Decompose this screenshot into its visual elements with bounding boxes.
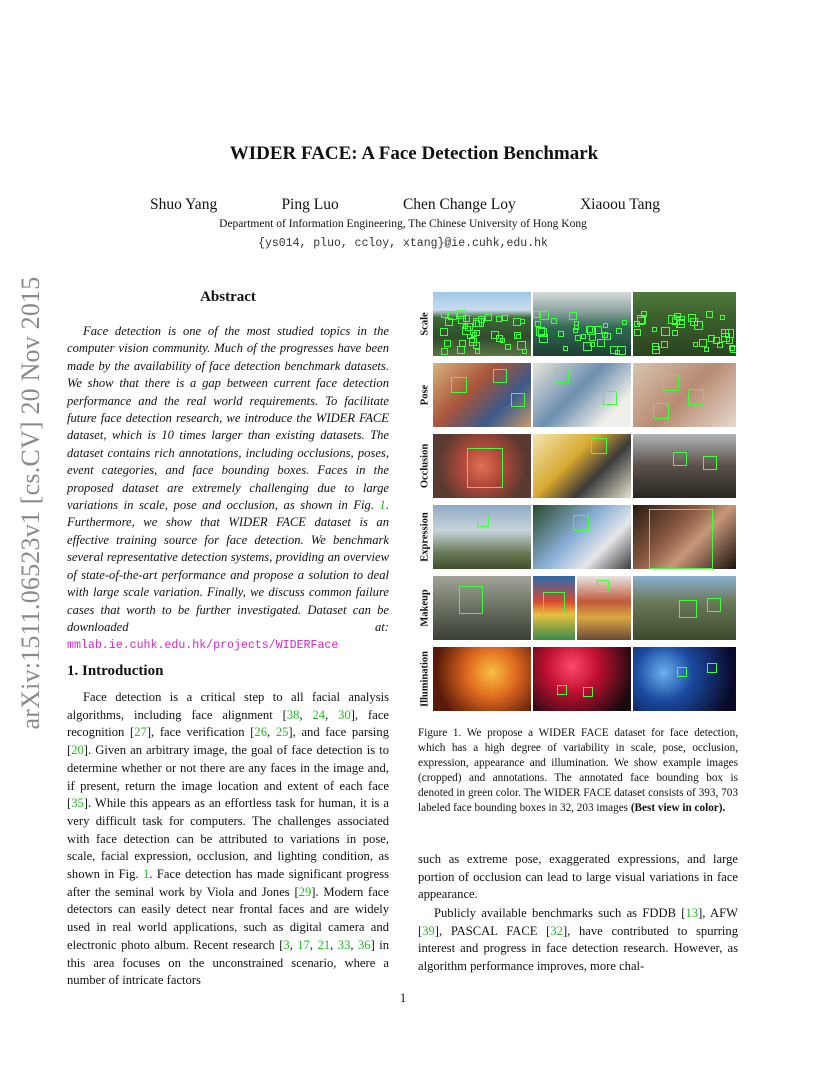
face-bounding-box: [706, 311, 713, 318]
face-bounding-box: [594, 326, 602, 334]
face-bounding-box: [459, 586, 483, 614]
right-column-paragraph-benchmarks: [418, 905, 738, 976]
makeup-image-1: [433, 576, 531, 640]
figure-row-scale: [418, 292, 736, 356]
face-bounding-box: [663, 375, 679, 391]
face-bounding-box: [589, 334, 596, 341]
citation-link[interactable]: 35: [71, 796, 84, 811]
face-bounding-box: [704, 347, 709, 352]
face-bounding-box: [707, 663, 717, 673]
face-bounding-box: [535, 321, 541, 327]
figure-caption-text: Figure 1. We propose a WIDER FACE dataset for face detection, which has a high degree of variability in scale, pose, occlusion, expression, appearance and illumination. We show example images (cropped) and annotations. The annotated face bounding box is denoted in green color. The WIDER FACE dataset consists of 393, 703 labeled face bounding boxes in 32, 203 images: [418, 727, 738, 815]
dataset-download-link[interactable]: mmlab.ie.cuhk.edu.hk/projects/WIDERFace: [67, 639, 339, 653]
scale-crowd-image-1: [433, 292, 531, 356]
face-bounding-box: [457, 310, 466, 319]
illumination-image-1: [433, 647, 531, 711]
face-bounding-box: [590, 342, 595, 347]
face-bounding-box: [717, 342, 723, 348]
face-bounding-box: [517, 341, 526, 350]
face-bounding-box: [707, 598, 721, 612]
face-bounding-box: [653, 403, 669, 419]
citation-link[interactable]: 3: [283, 937, 290, 952]
abstract-heading: Abstract: [200, 289, 256, 305]
face-bounding-box: [730, 346, 736, 353]
row-label: Scale: [419, 312, 431, 336]
face-bounding-box: [677, 320, 685, 328]
makeup-image-4: [633, 576, 736, 640]
citation-link[interactable]: 27: [134, 725, 147, 740]
face-bounding-box: [721, 333, 730, 342]
body-text: ,: [289, 937, 298, 952]
citation-link[interactable]: 36: [357, 937, 371, 952]
abstract-text-part: . Furthermore, we show that WIDER FACE dataset is an effective training source for face detection. We benchmark several representative detection systems, providing an overview of state-of-the-art performance and propose a solution to deal with large scale variation. Finally, we discuss common failure cases that worth to be further investigated. Dataset can be downloaded at:: [67, 498, 389, 634]
face-bounding-box: [641, 311, 647, 317]
face-bounding-box: [688, 389, 704, 405]
makeup-image-3: [577, 576, 631, 640]
face-bounding-box: [591, 438, 607, 454]
figure-row-makeup: [418, 576, 736, 640]
body-text: ]. Modern face detectors can easily detect near frontal faces and are widely used in real world applications, such as digital camera and electronic photo album. Recent research [: [67, 884, 389, 952]
illumination-image-2: [533, 647, 631, 711]
body-text: ], have contributed to spurring interest and progress in face detection research. However, as algorithm performance improves, more chal-: [418, 923, 738, 974]
face-bounding-box: [673, 452, 687, 466]
face-bounding-box: [634, 321, 640, 327]
makeup-image-2: [533, 576, 575, 640]
body-text: ,: [330, 937, 338, 952]
author-list: [150, 196, 660, 214]
pose-image-1: [433, 363, 531, 427]
author-name: Chen Change Loy: [402, 196, 516, 213]
citation-link[interactable]: 24: [312, 707, 326, 722]
face-bounding-box: [514, 332, 521, 339]
author-emails: {ys014, pluo, ccloy, xtang}@ie.cuhk,edu.hk: [258, 237, 548, 250]
scale-crowd-image-2: [533, 292, 631, 356]
occlusion-image-1: [433, 434, 531, 498]
body-text: ], PASCAL FACE [: [434, 923, 551, 938]
occlusion-image-2: [533, 434, 631, 498]
body-text: ,: [299, 707, 313, 722]
face-bounding-box: [491, 331, 499, 339]
expression-image-2: [533, 505, 631, 569]
face-bounding-box: [672, 330, 678, 336]
face-bounding-box: [574, 325, 579, 330]
row-label: Occlusion: [419, 443, 431, 489]
body-text: ]. While this appears as an effortless task for human, it is a very difficult task for computers. The challenges associated with face detection can be attributed to variations in pose, scale, facial expression, occlusion, and lighting condition, as shown in Fig.: [67, 796, 389, 882]
face-bounding-box: [441, 311, 448, 318]
face-bounding-box: [661, 327, 670, 336]
paper-title: WIDER FACE: A Face Detection Benchmark: [229, 143, 599, 164]
pose-image-3: [633, 363, 736, 427]
abstract-body: [67, 323, 389, 655]
face-bounding-box: [617, 346, 626, 355]
face-bounding-box: [533, 311, 540, 318]
face-bounding-box: [720, 315, 725, 320]
face-bounding-box: [475, 349, 480, 354]
body-text: ], and face parsing [: [67, 725, 390, 758]
face-bounding-box: [703, 456, 717, 470]
row-label: Makeup: [419, 589, 431, 627]
face-bounding-box: [457, 346, 465, 354]
face-bounding-box: [473, 320, 480, 327]
body-text: ,: [350, 937, 358, 952]
face-bounding-box: [573, 515, 589, 531]
face-bounding-box: [467, 334, 472, 339]
face-bounding-box: [581, 334, 586, 339]
figure-row-occlusion: [418, 434, 736, 498]
figure-row-expression: [418, 505, 736, 569]
body-text: ], AFW [: [418, 906, 738, 938]
face-bounding-box: [500, 338, 505, 343]
body-text: ]. Given an arbitrary image, the goal of face detection is to determine whether or not there are any faces in the image and, if present, return the image location and extent of each face [: [67, 743, 389, 811]
citation-link[interactable]: 20: [71, 743, 84, 758]
figure-1: [418, 292, 736, 712]
face-bounding-box: [551, 318, 557, 324]
page-number: 1: [399, 991, 407, 1005]
figure-reference-link[interactable]: 1: [379, 498, 386, 513]
right-column-paragraph: such as extreme pose, exaggerated expressions, and large portion of occlusion can lead to large visual variations in face appearance.: [418, 852, 738, 902]
face-bounding-box: [451, 377, 467, 393]
face-bounding-box: [558, 331, 564, 337]
expression-image-3: [633, 505, 736, 569]
face-bounding-box: [485, 314, 492, 321]
body-text: ,: [325, 707, 339, 722]
row-label: Illumination: [419, 650, 431, 708]
face-bounding-box: [699, 339, 707, 347]
face-bounding-box: [540, 311, 549, 320]
citation-link[interactable]: 32: [550, 923, 563, 938]
face-bounding-box: [661, 341, 668, 348]
citation-link[interactable]: 17: [297, 937, 310, 952]
face-bounding-box: [634, 329, 641, 336]
face-bounding-box: [441, 348, 448, 355]
face-bounding-box: [477, 515, 489, 527]
face-bounding-box: [597, 580, 609, 592]
face-bounding-box: [467, 448, 503, 488]
body-text: ,: [309, 937, 318, 952]
face-bounding-box: [502, 315, 508, 321]
face-bounding-box: [677, 667, 687, 677]
pose-image-2: [533, 363, 631, 427]
face-bounding-box: [679, 600, 697, 618]
face-bounding-box: [583, 687, 593, 697]
introduction-body: [67, 689, 389, 990]
figure-caption-note: (Best view in color).: [630, 802, 726, 815]
arxiv-stamp: [13, 278, 49, 728]
affiliation: Department of Information Engineering, The Chinese University of Hong Kong: [219, 218, 587, 230]
face-bounding-box: [555, 369, 569, 383]
face-bounding-box: [602, 332, 608, 338]
face-bounding-box: [652, 327, 657, 332]
body-text: ,: [267, 725, 276, 740]
face-bounding-box: [708, 335, 715, 342]
occlusion-image-3: [633, 434, 736, 498]
citation-link[interactable]: 26: [254, 725, 267, 740]
face-bounding-box: [575, 335, 581, 341]
illumination-image-3: [633, 647, 736, 711]
expression-image-1: [433, 505, 531, 569]
citation-link[interactable]: 30: [338, 707, 351, 722]
face-bounding-box: [557, 685, 567, 695]
citation-link[interactable]: 33: [337, 937, 351, 952]
face-bounding-box: [448, 311, 457, 320]
body-text: ], face verification [: [146, 725, 255, 740]
face-bounding-box: [693, 342, 698, 347]
author-name: Xiaoou Tang: [579, 196, 660, 213]
face-bounding-box: [652, 343, 659, 350]
face-bounding-box: [539, 334, 548, 343]
citation-link[interactable]: 38: [286, 707, 300, 722]
figure-row-illumination: [418, 647, 736, 711]
citation-link[interactable]: 29: [298, 884, 312, 899]
face-bounding-box: [505, 344, 511, 350]
face-bounding-box: [543, 592, 565, 614]
face-bounding-box: [563, 346, 568, 351]
face-bounding-box: [694, 321, 703, 330]
face-bounding-box: [622, 320, 627, 325]
face-bounding-box: [463, 324, 468, 329]
face-bounding-box: [473, 342, 480, 349]
face-bounding-box: [513, 318, 521, 326]
figure-row-pose: [418, 363, 736, 427]
citation-link[interactable]: 1: [143, 867, 150, 882]
face-bounding-box: [569, 312, 577, 320]
body-text: ] in this area focuses on the unconstrained scenario, where a number of intricate factors: [67, 937, 390, 988]
row-label: Expression: [419, 512, 431, 562]
face-bounding-box: [511, 393, 525, 407]
scale-crowd-image-3: [633, 292, 736, 356]
citation-link[interactable]: 21: [317, 937, 331, 952]
face-bounding-box: [444, 340, 451, 347]
citation-link[interactable]: 39: [422, 923, 435, 938]
arxiv-stamp-text: arXiv:1511.06523v1 [cs.CV] 20 Nov 2015: [16, 276, 45, 730]
face-bounding-box: [493, 369, 507, 383]
face-bounding-box: [603, 391, 617, 405]
citation-link[interactable]: 25: [275, 725, 289, 740]
face-bounding-box: [616, 328, 622, 334]
body-text: Face detection is a critical step to all facial analysis algorithms, including face alignment [: [67, 690, 389, 722]
face-bounding-box: [597, 339, 605, 347]
section-heading-introduction: 1. Introduction: [67, 663, 164, 679]
body-text: . Face detection has made significant progress after the seminal work by Viola and Jones [: [67, 867, 389, 899]
face-bounding-box: [440, 328, 448, 336]
face-bounding-box: [603, 323, 608, 328]
figure-caption: [418, 726, 738, 817]
citation-link[interactable]: 13: [685, 906, 699, 920]
row-label: Pose: [419, 384, 431, 406]
body-text: ], face recognition [: [67, 707, 389, 740]
body-text: Publicly available benchmarks such as FDDB [: [434, 906, 686, 920]
face-bounding-box: [649, 509, 713, 569]
author-name: Ping Luo: [281, 196, 339, 213]
author-name: Shuo Yang: [150, 196, 218, 213]
abstract-text-part: Face detection is one of the most studied topics in the computer vision community. Much of the progresses have been made by the availability of face detection benchmark datasets. We show that there is a gap between current face detection performance and the real world requirements. To facilitate future face detection research, we introduce the WIDER FACE dataset, which is 10 times larger than existing datasets. The dataset contains rich annotations, including occlusions, poses, event categories, and face bounding boxes. Faces in the proposed dataset are extremely challenging due to large variations in scale, pose and occlusion, as shown in Fig.: [67, 324, 389, 513]
